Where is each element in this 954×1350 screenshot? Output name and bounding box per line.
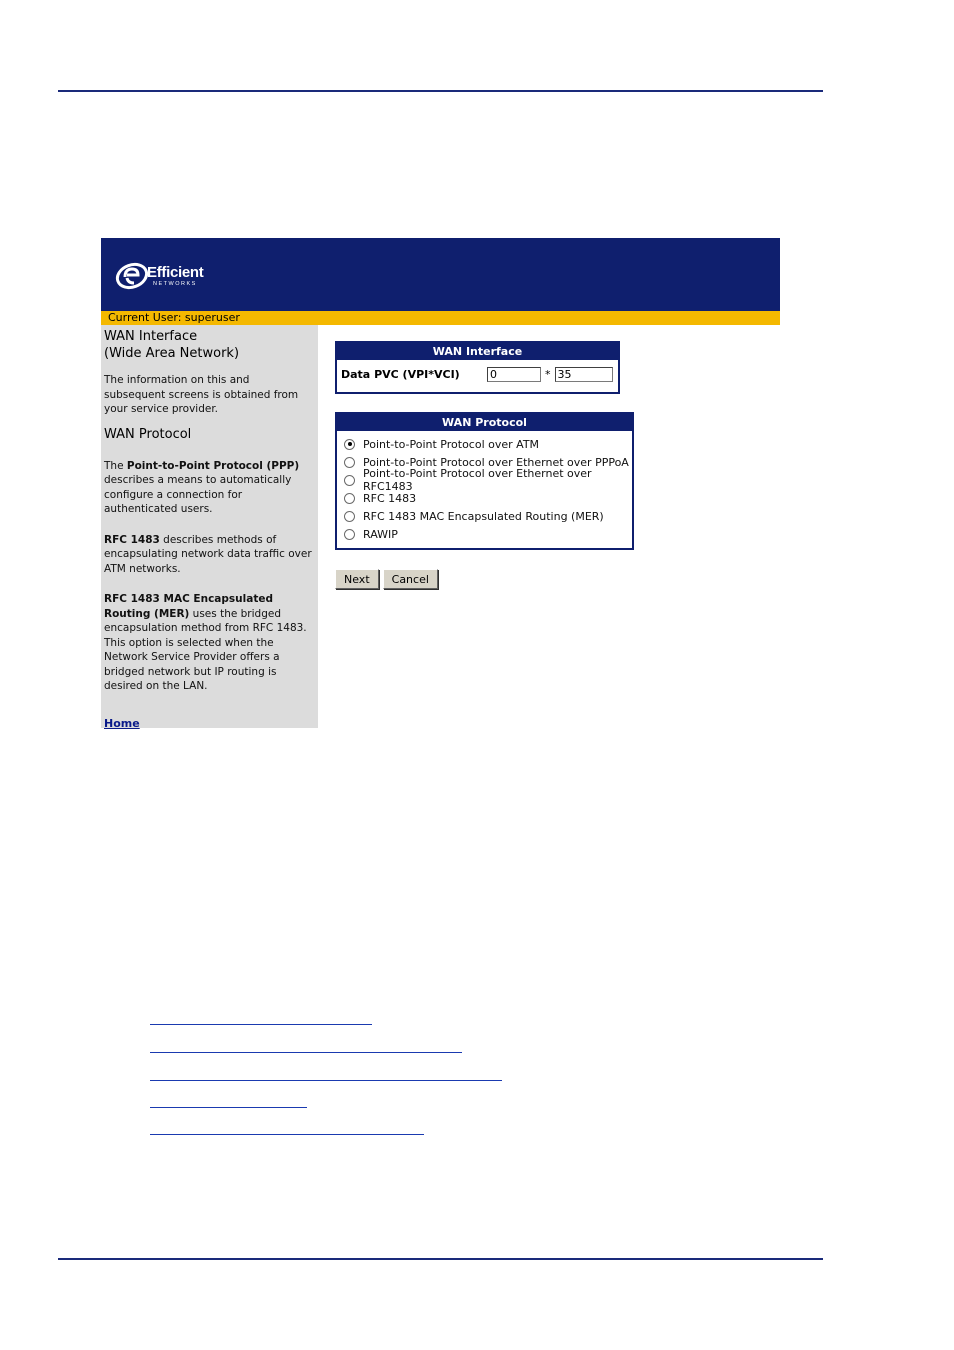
- pvc-separator: *: [545, 368, 551, 381]
- link-underline[interactable]: [150, 1080, 502, 1081]
- sidebar-rfc-text: RFC 1483 describes methods of encapsulating network data traffic over ATM networks.: [104, 533, 312, 575]
- sidebar-ppp-text: The Point-to-Point Protocol (PPP) describes a means to automatically configure a connection for authenticated users.: [104, 459, 300, 515]
- sidebar-mer-text: RFC 1483 MAC Encapsulated Routing (MER) uses the bridged encapsulation method from RFC 1483. This option is selected when the Network Service Provider offers a bridged network but IP routing is desired on the LAN.: [104, 593, 307, 692]
- wan-interface-title: WAN Interface: [337, 343, 618, 360]
- wan-protocol-title: WAN Protocol: [337, 414, 632, 431]
- current-user-text: Current User: superuser: [108, 311, 240, 324]
- home-link[interactable]: Home: [104, 716, 140, 730]
- header-rule: [58, 90, 823, 92]
- cancel-button[interactable]: Cancel: [383, 569, 438, 589]
- protocol-option-rfc1483[interactable]: RFC 1483: [344, 489, 632, 507]
- router-config-window: [101, 238, 780, 728]
- protocol-option-pppoe-rfc1483[interactable]: Point-to-Point Protocol over Ethernet over RFC1483: [344, 471, 632, 489]
- current-user-bar: [101, 311, 780, 325]
- radio-icon[interactable]: [344, 457, 355, 468]
- wan-protocol-box: [335, 412, 634, 550]
- sidebar-heading-protocol: WAN Protocol: [104, 426, 192, 442]
- efficient-logo-icon: [115, 259, 149, 293]
- link-underline[interactable]: [150, 1107, 307, 1108]
- brand-sub: NETWORKS: [153, 280, 197, 287]
- main-panel: [318, 325, 780, 728]
- form-buttons: [335, 569, 438, 589]
- sidebar-heading-wan: WAN Interface (Wide Area Network): [104, 329, 240, 361]
- protocol-options: [337, 431, 632, 543]
- protocol-option-rawip[interactable]: RAWIP: [344, 525, 632, 543]
- link-underline[interactable]: [150, 1052, 462, 1053]
- protocol-option-mer[interactable]: RFC 1483 MAC Encapsulated Routing (MER): [344, 507, 632, 525]
- sidebar-intro: The information on this and subsequent screens is obtained from your service provider.: [104, 374, 299, 415]
- radio-icon[interactable]: [344, 511, 355, 522]
- vpi-input[interactable]: [487, 367, 541, 382]
- footer-rule: [58, 1258, 823, 1260]
- protocol-option-pppoe-pppoa[interactable]: Point-to-Point Protocol over Ethernet over PPPoA: [344, 453, 632, 471]
- header-banner: [101, 238, 780, 311]
- wan-interface-box: [335, 341, 620, 394]
- link-underline[interactable]: [150, 1134, 424, 1135]
- help-sidebar: [101, 325, 318, 728]
- efficient-networks-logo: [115, 258, 203, 294]
- vci-input[interactable]: [555, 367, 613, 382]
- protocol-option-pppoatm[interactable]: Point-to-Point Protocol over ATM: [344, 435, 632, 453]
- next-button[interactable]: Next: [335, 569, 379, 589]
- radio-icon[interactable]: [344, 475, 355, 486]
- brand-name: Efficient: [147, 263, 204, 281]
- radio-icon[interactable]: [344, 493, 355, 504]
- radio-selected-icon[interactable]: [344, 439, 355, 450]
- radio-icon[interactable]: [344, 529, 355, 540]
- data-pvc-label: Data PVC (VPI*VCI): [341, 368, 460, 381]
- link-underline[interactable]: [150, 1024, 372, 1025]
